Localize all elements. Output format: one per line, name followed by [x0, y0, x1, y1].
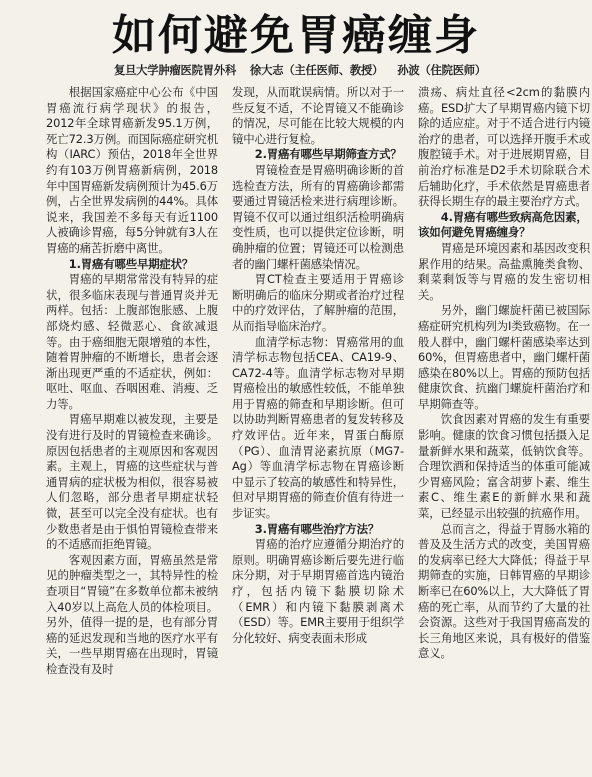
title-row	[10, 8, 582, 62]
column-3	[418, 85, 590, 678]
column-1	[46, 85, 218, 678]
section-heading-2: 2.胃癌有哪些早期筛查方式？	[254, 147, 402, 162]
byline	[10, 64, 582, 78]
paragraph: 总而言之，得益于胃肠水箱的普及及生活方式的改变，美国胃癌的发病率已经大大降低；得益于早期筛查的实施，日韩胃癌的早期诊断率已在60%以上，大大降低了胃癌的死亡率，从而节约了大量的社会资源。这些对于我国胃癌高发的长三角地区来说，具有极好的借鉴意义。	[418, 521, 590, 661]
paragraph: 胃癌的早期常常没有特异的症状，很多临床表现与普通胃炎并无两样。包括：上腹部饱胀感、上腹部烧灼感、轻微恶心、食欲减退等。由于癌细胞无限增殖的本性，随着胃肿瘤的不断增长，患者会逐渐出现更严重的不适症状，例如：呕吐、呕血、吞咽困难、消瘦、乏力等。	[46, 272, 218, 411]
paragraph: 胃CT检查主要适用于胃癌诊断明确后的临床分期或者治疗过程中的疗效评估，了解肿瘤的范围，从而指导临床治疗。	[232, 272, 404, 333]
author-2: 孙波（住院医师）	[397, 64, 486, 77]
article-title: 如何避免胃癌缠身	[112, 11, 480, 60]
paragraph: 血清学标志物：胃癌常用的血清学标志物包括CEA、CA19-9、CA72-4等。血清学标志物对早期胃癌检出的敏感性较低，不能单独用于胃癌的筛查和早期诊断。但可以协助判断胃癌患者的复发转移及疗效评估。近年来，胃蛋白酶原（PG）、血清胃泌素抗原（MG7-Ag）等血清学标志物在胃癌诊断中显示了较高的敏感性和特异性，但对早期胃癌的筛查价值有待进一步证实。	[232, 334, 404, 521]
article-body	[10, 85, 590, 678]
paragraph: 胃镜检查是胃癌明确诊断的首选检查方法，所有的胃癌确诊都需要通过胃镜活检来进行病理诊断。胃镜不仅可以通过组织活检明确病变性质，也可以提供定位诊断，明确肿瘤的位置；胃镜还可以检测患者的幽门螺杆菌感染情况。	[232, 162, 404, 271]
column-2	[232, 85, 404, 678]
section-heading-4: 4.胃癌有哪些致病高危因素，该如何避免胃癌缠身？	[418, 209, 588, 240]
paragraph: 根据国家癌症中心公布《中国胃癌流行病学现状》的报告，2012年全球胃癌新发95.1万例，死亡72.3万例。而国际癌症研究机构（IARC）预估，2018年全世界约有103万例胃癌新病例，2018年中国胃癌新发病例预计为45.6万例，占全世界发病例的44%。具体说来，我国差不多每天有近1100人被确诊胃癌，每5分钟就有3人在胃癌的痛苦折磨中离世。	[46, 85, 218, 255]
author-1: 徐大志（主任医师、教授）	[250, 64, 384, 77]
section-heading-3: 3.胃癌有哪些治疗方法？	[254, 521, 380, 536]
paragraph: 饮食因素对胃癌的发生有重要影响。健康的饮食习惯包括摄入足量新鲜水果和蔬菜，低钠饮食等。合理饮酒和保持适当的体重可能减少胃癌风险；富含胡萝卜素、维生素C、维生素E的新鲜水果和蔬菜，已经显示出较强的抗癌作用。	[418, 412, 590, 521]
paragraph: 胃癌是环境因素和基因改变积累作用的结果。高盐熏腌类食物、剩菜剩饭等与胃癌的发生密切相关。	[418, 240, 590, 302]
paragraph: 胃癌的治疗应遵循分期治疗的原则。明确胃癌诊断后要先进行临床分期，对于早期胃癌首选内镜治疗，包括内镜下黏膜切除术（EMR）和内镜下黏膜剥离术（ESD）等。EMR主要用于组织学分化较好、病变表面未形成	[232, 537, 404, 645]
paragraph: 另外，幽门螺旋杆菌已被国际癌症研究机构列为Ⅰ类致癌物。在一般人群中，幽门螺杆菌感染率达到60%，但胃癌患者中，幽门螺杆菌感染在80%以上。胃癌的预防包括健康饮食、抗幽门螺旋杆菌治疗和早期筛查等。	[418, 303, 590, 411]
paragraph: 胃癌早期难以被发现，主要是没有进行及时的胃镜检查来确诊。原因包括患者的主观原因和客观因素。主观上，胃癌的这些症状与普通胃病的症状极为相似，很容易被人们忽略，部分患者早期症状轻微，甚至可以完全没有症状。也有少数患者是由于惧怕胃镜检查带来的不适感而拒绝胃镜。	[46, 412, 218, 552]
paragraph: 客观因素方面，胃癌虽然是常见的肿瘤类型之一，其特异性的检查项目“胃镜”在多数单位都未被纳入40岁以上高危人员的体检项目。另外，值得一提的是，也有部分胃癌的延迟发现和当地的医疗水平有关，一些早期胃癌在出现时，胃镜检查没有及时	[46, 552, 218, 676]
affiliation: 复旦大学肿瘤医院胃外科	[113, 64, 237, 77]
paragraph: 溃疡、病灶直径<2cm的黏膜内癌。ESD扩大了早期胃癌内镜下切除的适应症。对于不适合进行内镜治疗的患者，可以选择开腹手术或腹腔镜手术。对于进展期胃癌，目前治疗标准是D2手术切除联合术后辅助化疗，手术依然是胃癌患者获得长期生存的最主要治疗方式。	[418, 85, 590, 209]
section-heading-1: 1.胃癌有哪些早期症状？	[68, 256, 194, 271]
paragraph: 发现，从而耽误病情。所以对于一些反复不适，不论胃镜又不能确诊的情况，尽可能在比较大规模的内镜中心进行复检。	[232, 85, 404, 146]
